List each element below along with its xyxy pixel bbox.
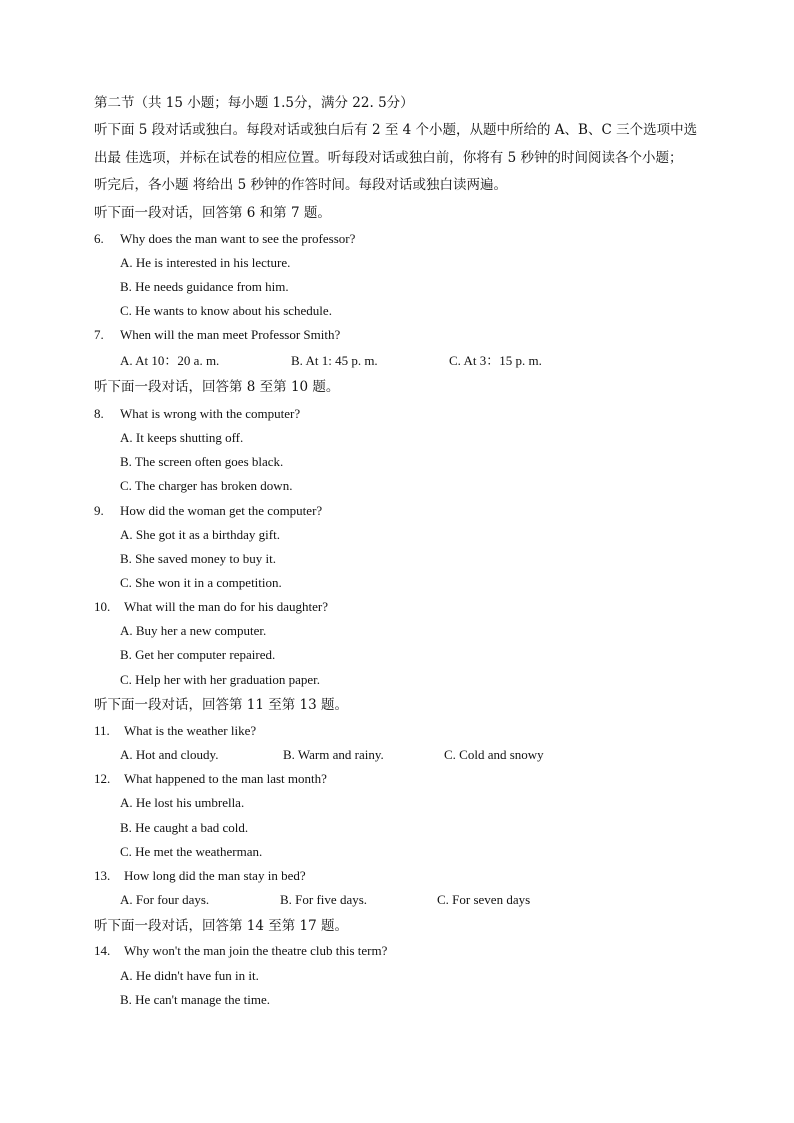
question-9-option-a: A. She got it as a birthday gift. <box>120 527 280 542</box>
question-13-option-b: B. For five days. <box>280 892 368 907</box>
question-text: How long did the man stay in bed? <box>124 868 306 883</box>
question-10 <box>94 598 328 616</box>
instructions-line-3: 听完后，各小题 将给出 5 秒钟的作答时间。每段对话或独白读两遍。 <box>94 177 507 193</box>
question-10-option-b: B. Get her computer repaired. <box>120 647 276 662</box>
group-intro-3: 听下面一段对话，回答第 11 至第 13 题。 <box>94 697 349 713</box>
question-8-option-b: B. The screen often goes black. <box>120 454 284 469</box>
question-7-option-c: C. At 3：15 p. m. <box>449 353 542 368</box>
question-number: 10. <box>94 599 111 614</box>
question-10-option-c: C. Help her with her graduation paper. <box>120 672 320 687</box>
group-intro-1: 听下面一段对话，回答第 6 和第 7 题。 <box>94 205 331 221</box>
question-14 <box>94 942 387 960</box>
question-11-option-a: A. Hot and cloudy. <box>120 747 219 762</box>
question-9-option-b: B. She saved money to buy it. <box>120 551 276 566</box>
question-number: 6. <box>94 231 104 246</box>
question-11 <box>94 722 256 740</box>
question-text: What will the man do for his daughter? <box>124 599 328 614</box>
question-14-option-a: A. He didn't have fun in it. <box>120 968 259 983</box>
question-number: 11. <box>94 723 110 738</box>
question-6 <box>94 230 355 248</box>
question-10-option-a: A. Buy her a new computer. <box>120 623 267 638</box>
question-text: Why won't the man join the theatre club this term? <box>124 943 388 958</box>
question-13 <box>94 867 306 885</box>
question-number: 9. <box>94 503 104 518</box>
question-8 <box>94 405 300 423</box>
question-text: How did the woman get the computer? <box>120 503 323 518</box>
question-number: 14. <box>94 943 111 958</box>
question-11-option-c: C. Cold and snowy <box>444 747 544 762</box>
question-12-option-a: A. He lost his umbrella. <box>120 795 245 810</box>
question-7 <box>94 326 340 344</box>
question-8-option-a: A. It keeps shutting off. <box>120 430 244 445</box>
question-text: What happened to the man last month? <box>124 771 327 786</box>
question-11-option-b: B. Warm and rainy. <box>283 747 384 762</box>
question-text: What is the weather like? <box>124 723 257 738</box>
question-6-option-b: B. He needs guidance from him. <box>120 279 289 294</box>
question-8-option-c: C. The charger has broken down. <box>120 478 293 493</box>
question-text: Why does the man want to see the professor? <box>120 231 356 246</box>
question-9 <box>94 502 322 520</box>
question-13-option-a: A. For four days. <box>120 892 210 907</box>
question-text: When will the man meet Professor Smith? <box>120 327 341 342</box>
question-text: What is wrong with the computer? <box>120 406 301 421</box>
question-12 <box>94 770 327 788</box>
question-7-option-b: B. At 1: 45 p. m. <box>291 353 378 368</box>
question-number: 7. <box>94 327 104 342</box>
question-6-option-c: C. He wants to know about his schedule. <box>120 303 332 318</box>
question-13-option-c: C. For seven days <box>437 892 531 907</box>
question-9-option-c: C. She won it in a competition. <box>120 575 282 590</box>
question-14-option-b: B. He can't manage the time. <box>120 992 270 1007</box>
question-12-option-b: B. He caught a bad cold. <box>120 820 249 835</box>
question-12-option-c: C. He met the weatherman. <box>120 844 263 859</box>
group-intro-2: 听下面一段对话，回答第 8 至第 10 题。 <box>94 379 340 395</box>
question-number: 8. <box>94 406 104 421</box>
instructions-line-1: 听下面 5 段对话或独白。每段对话或独白后有 2 至 4 个小题，从题中所给的 A、B、C 三个选项中选 <box>94 122 698 138</box>
question-number: 13. <box>94 868 111 883</box>
instructions-line-2: 出最 佳选项，并标在试卷的相应位置。听每段对话或独白前，你将有 5 秒钟的时间阅读各个小题； <box>94 150 683 166</box>
question-6-option-a: A. He is interested in his lecture. <box>120 255 291 270</box>
group-intro-4: 听下面一段对话，回答第 14 至第 17 题。 <box>94 918 349 934</box>
question-number: 12. <box>94 771 111 786</box>
question-7-option-a: A. At 10：20 a. m. <box>120 353 220 368</box>
section-header: 第二节（共 15 小题；每小题 1.5分，满分 22. 5分） <box>94 95 414 111</box>
